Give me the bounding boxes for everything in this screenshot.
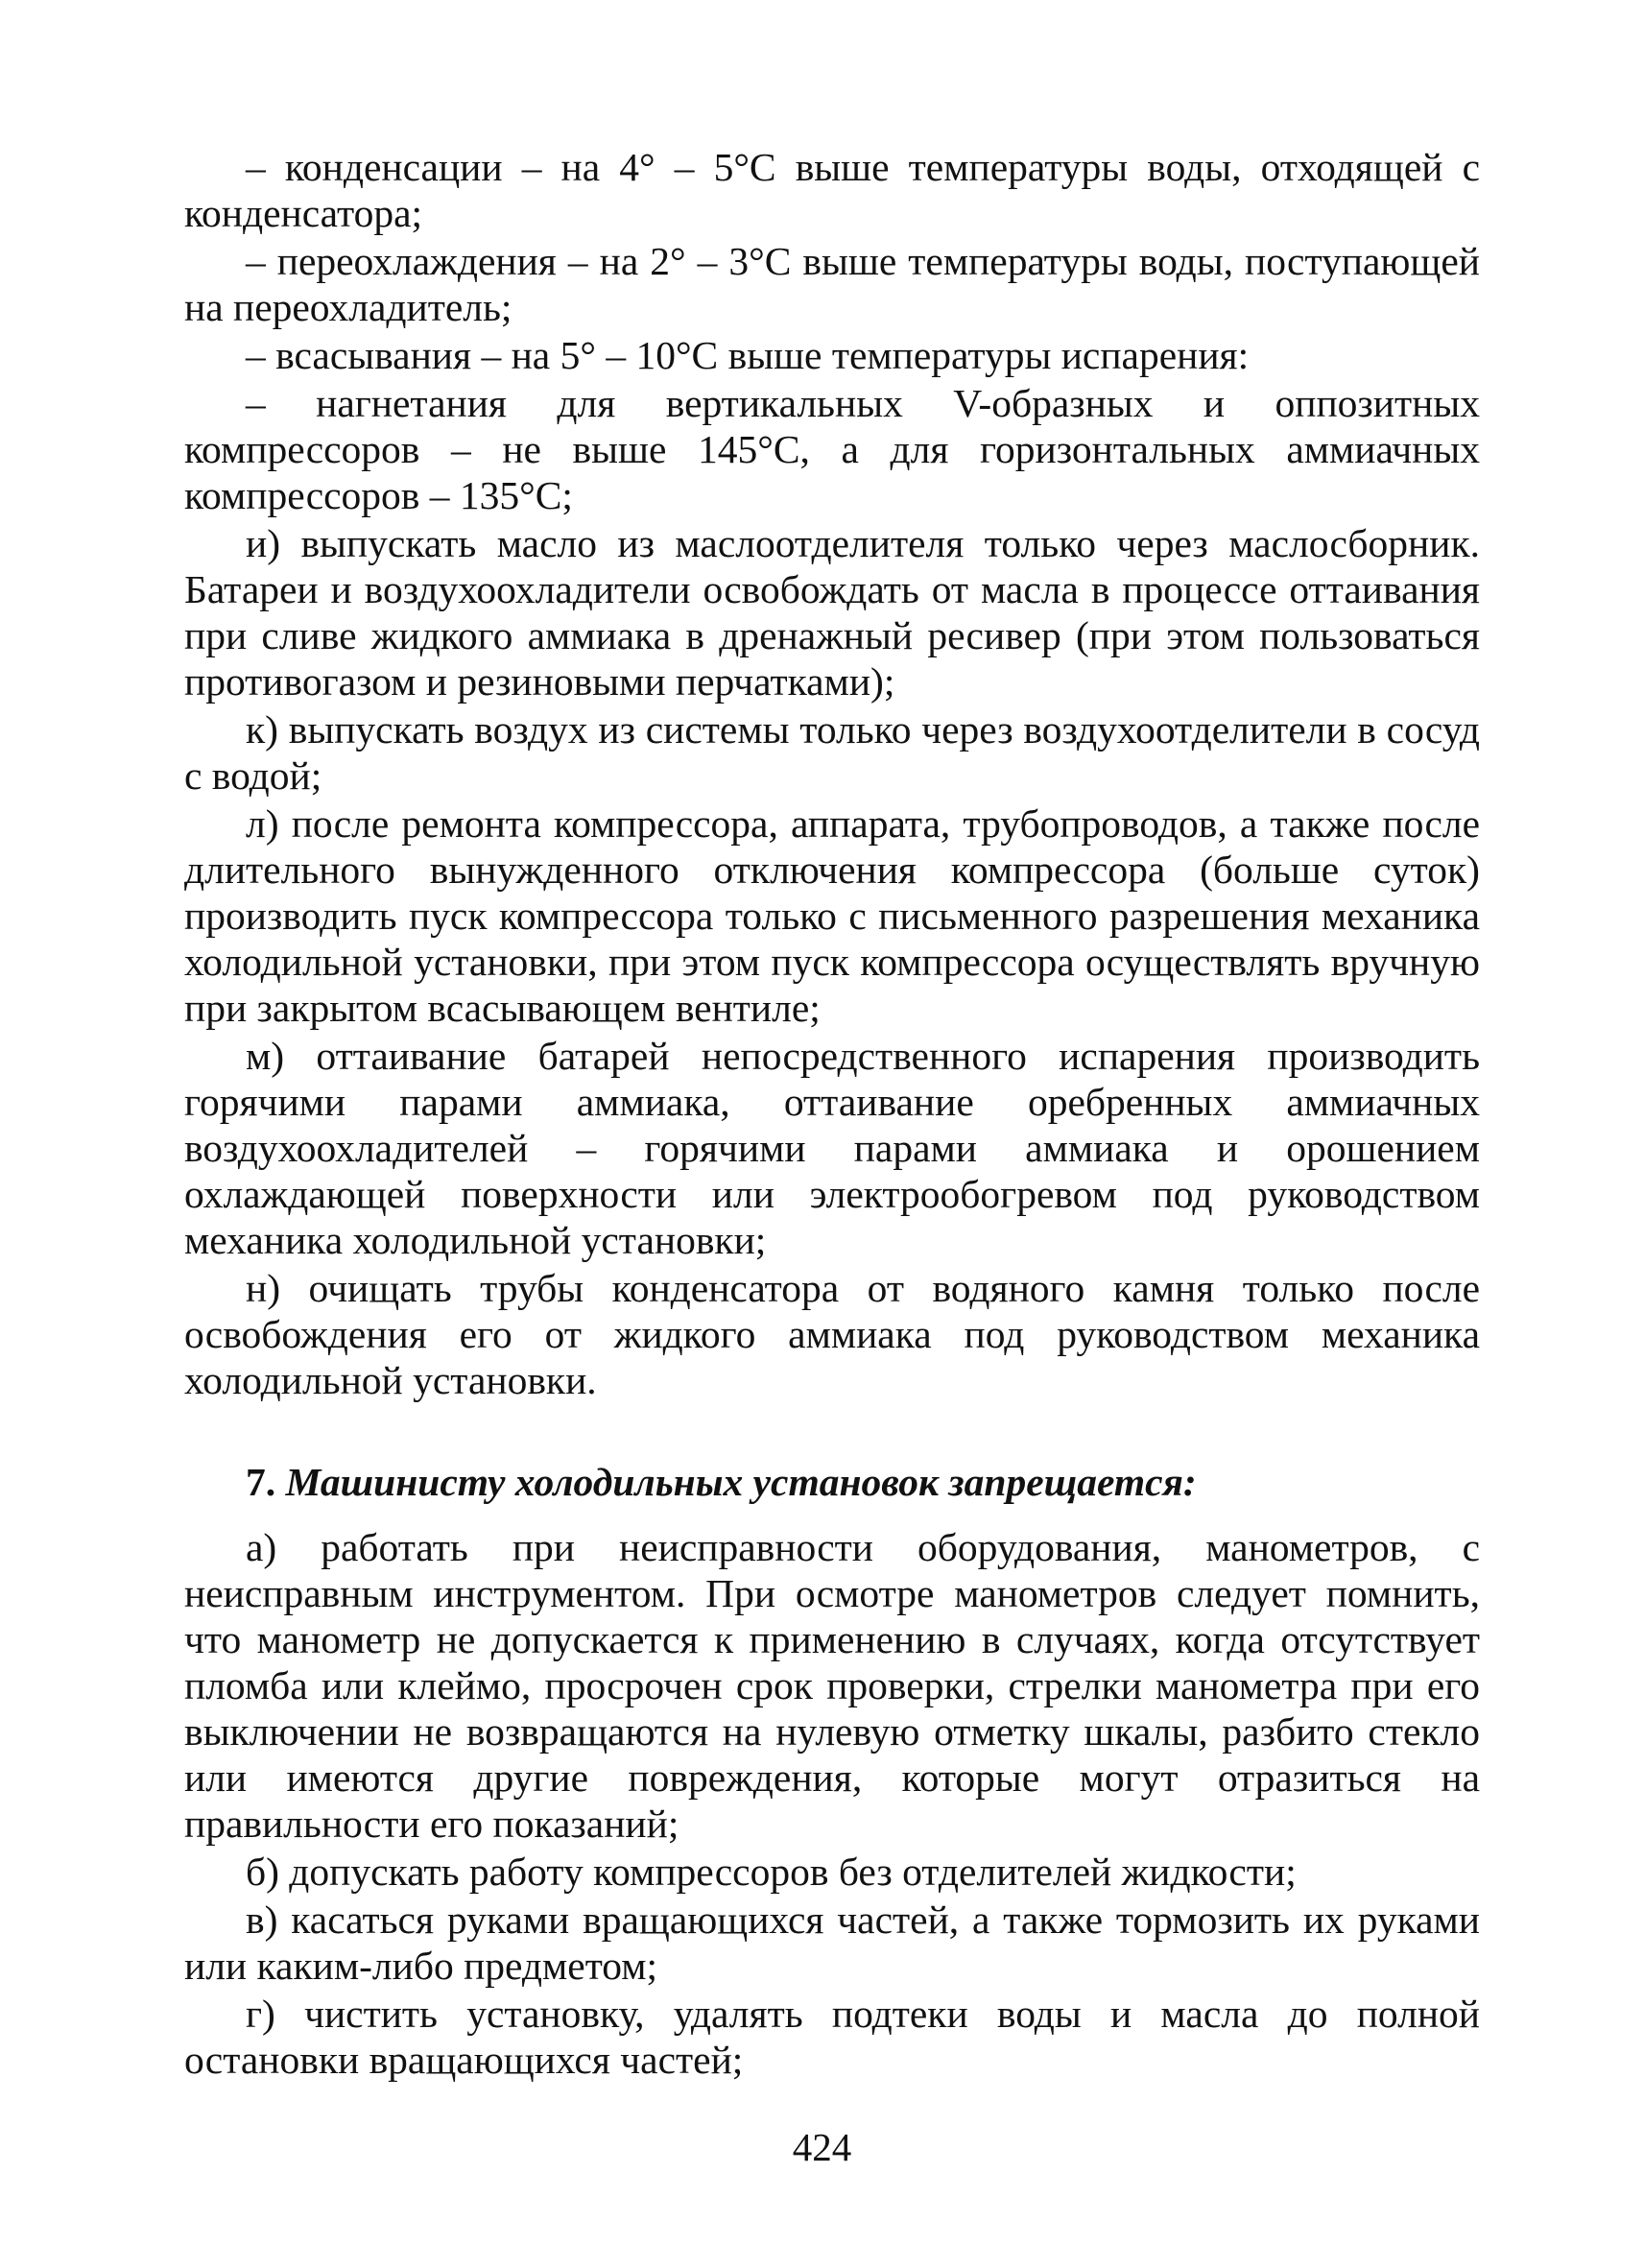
section-number: 7. [246, 1460, 276, 1504]
paragraph-item-k: к) выпускать воздух из системы только через воздухоотделители в сосуд с водой; [184, 707, 1480, 798]
page-number: 424 [792, 2125, 852, 2169]
section-title: Машинисту холодильных установок запрещается: [285, 1460, 1197, 1504]
section-heading [184, 1459, 1480, 1505]
paragraph-item-m: м) оттаивание батарей непосредственного испарения производить горячими парами аммиака, оттаивание оребренных аммиачных воздухоохладителей – горячими парами аммиака и орошением охлаждающей поверхности или электрообогревом под руководством механика холодильной установки; [184, 1034, 1480, 1262]
paragraph-subcooling: – переохлаждения – на 2° – 3°С выше температуры воды, поступающей на переохладитель; [184, 239, 1480, 329]
paragraph-item-n: н) очищать трубы конденсатора от водяного камня только после освобождения его от жидкого аммиака под руководством механика холодильной установки. [184, 1266, 1480, 1402]
paragraph-condensation: – конденсации – на 4° – 5°С выше температуры воды, отходящей с конденсатора; [184, 145, 1480, 235]
paragraph-item-v: в) касаться руками вращающихся частей, а также тормозить их руками или каким-либо предметом; [184, 1898, 1480, 1988]
document-page [184, 144, 1480, 2085]
paragraph-suction: – всасывания – на 5° – 10°С выше температуры испарения: [246, 333, 1250, 377]
paragraph-item-l: л) после ремонта компрессора, аппарата, трубопроводов, а также после длительного вынужденного отключения компрессора (больше суток) производить пуск компрессора только с письменного разрешения механика холодильной установки, при этом пуск компрессора осуществлять вручную при закрытом всасывающем вентиле; [184, 801, 1480, 1030]
paragraph-item-b: б) допускать работу компрессоров без отделителей жидкости; [246, 1850, 1297, 1894]
paragraph-item-a: а) работать при неисправности оборудования, манометров, с неисправным инструментом. При осмотре манометров следует помнить, что манометр не допускается к применению в случаях, когда отсутствует пломба или клеймо, просрочен срок проверки, стрелки манометра при его выключении не возвращаются на нулевую отметку шкалы, разбито стекло или имеются другие повреждения, которые могут отразиться на правильности его показаний; [184, 1525, 1480, 1846]
paragraph-discharge: – нагнетания для вертикальных V-образных и оппозитных компрессоров – не выше 145°С, а для горизонтальных аммиачных компрессоров – 135°С; [184, 381, 1480, 517]
paragraph-item-g: г) чистить установку, удалять подтеки воды и масла до полной остановки вращающихся частей; [184, 1992, 1480, 2082]
paragraph-item-i: и) выпускать масло из маслоотделителя только через маслосборник. Батареи и воздухоохладители освобождать от масла в процессе оттаивания при сливе жидкого аммиака в дренажный ресивер (при этом пользоваться противогазом и резиновыми перчатками); [184, 521, 1480, 704]
